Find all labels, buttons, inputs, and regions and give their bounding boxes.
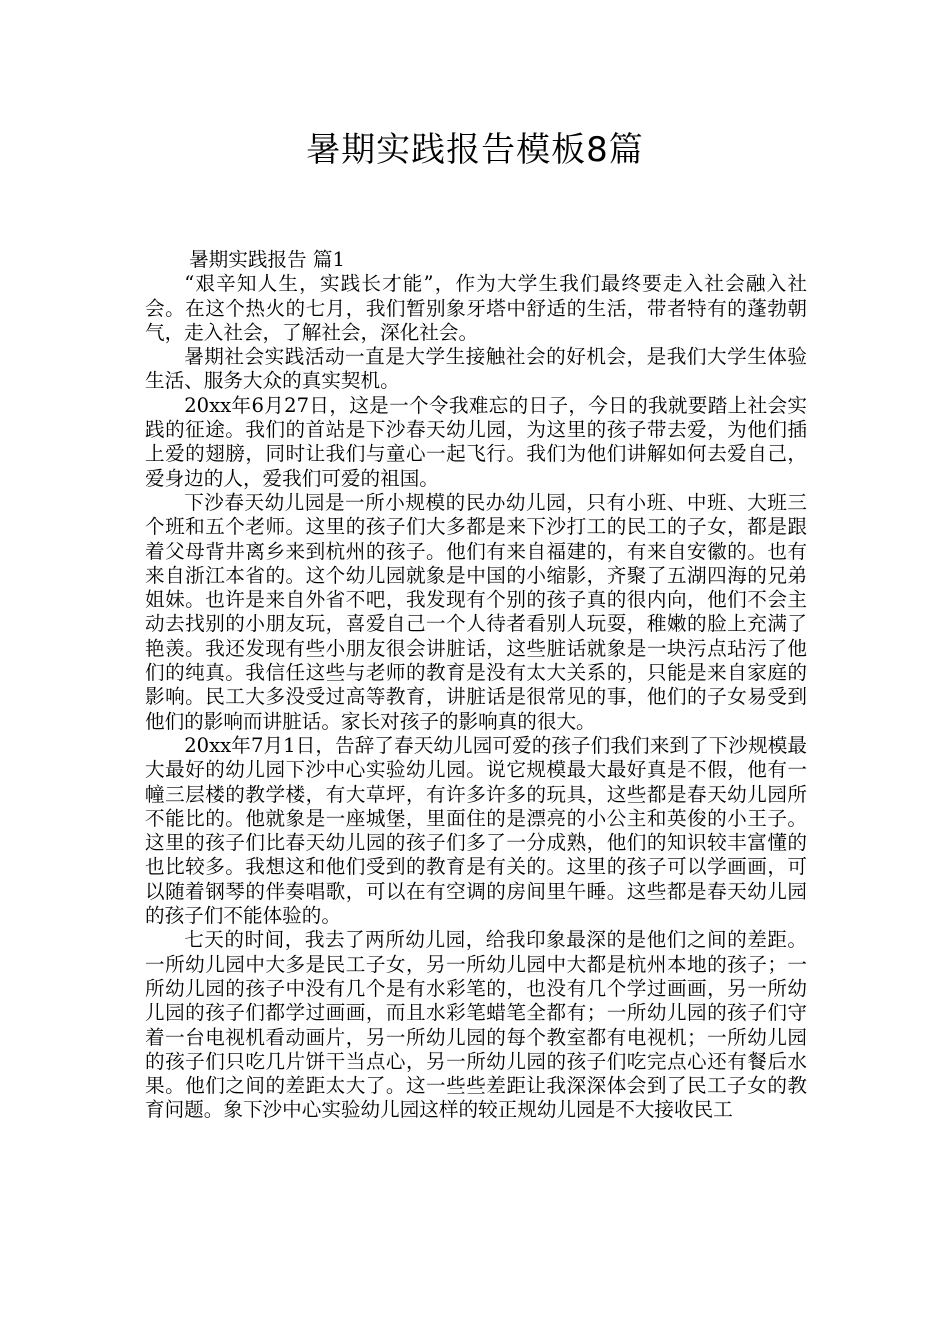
paragraph: 20xx年7月1日，告辞了春天幼儿园可爱的孩子们我们来到了下沙规模最大最好的幼儿园下沙中心实验幼儿园。说它规模最大最好真是不假，他有一幢三层楼的教学楼，有大草坪，有许多许多的玩具，这些都是春天幼儿园所不能比的。他就象是一座城堡，里面住的是漂亮的小公主和英俊的小王子。这里的孩子们比春天幼儿园的孩子们多了一分成熟，他们的知识较丰富懂的也比较多。我想这和他们受到的教育是有关的。这里的孩子可以学画画，可以随着钢琴的伴奏唱歌，可以在有空调的房间里午睡。这些都是春天幼儿园的孩子们不能体验的。 [145, 733, 807, 928]
paragraph: “艰辛知人生，实践长才能”，作为大学生我们最终要走入社会融入社会。在这个热火的七月，我们暂别象牙塔中舒适的生活，带者特有的蓬勃朝气，走入社会，了解社会，深化社会。 [145, 272, 807, 344]
section-heading: 暑期实践报告 篇1 [189, 248, 345, 271]
document-body [145, 248, 807, 1123]
paragraph: 暑期社会实践活动一直是大学生接触社会的好机会，是我们大学生体验生活、服务大众的真实契机。 [145, 345, 807, 393]
document-title: 暑期实践报告模板8篇 [306, 130, 644, 170]
paragraph: 下沙春天幼儿园是一所小规模的民办幼儿园，只有小班、中班、大班三个班和五个老师。这里的孩子们大多都是来下沙打工的民工的子女，都是跟着父母背井离乡来到杭州的孩子。他们有来自福建的，有来自安徽的。也有来自浙江本省的。这个幼儿园就象是中国的小缩影，齐聚了五湖四海的兄弟姐妹。也许是来自外省不吧，我发现有个别的孩子真的很内向，他们不会主动去找别的小朋友玩，喜爱自己一个人待者看别人玩耍，稚嫩的脸上充满了艳羡。我还发现有些小朋友很会讲脏话，这些脏话就象是一块污点玷污了他们的纯真。我信任这些与老师的教育是没有太大关系的，只能是来自家庭的影响。民工大多没受过高等教育，讲脏话是很常见的事，他们的子女易受到他们的影响而讲脏话。家长对孩子的影响真的很大。 [145, 490, 807, 733]
paragraph: 20xx年6月27日，这是一个令我难忘的日子，今日的我就要踏上社会实践的征途。我们的首站是下沙春天幼儿园，为这里的孩子带去爱，为他们插上爱的翅膀，同时让我们与童心一起飞行。我们为他们讲解如何去爱自己，爱身边的人，爱我们可爱的祖国。 [145, 393, 807, 490]
paragraph: 七天的时间，我去了两所幼儿园，给我印象最深的是他们之间的差距。一所幼儿园中大多是民工子女，另一所幼儿园中大都是杭州本地的孩子；一所幼儿园的孩子中没有几个是有水彩笔的，也没有几个学过画画，另一所幼儿园的孩子们都学过画画，而且水彩笔蜡笔全都有；一所幼儿园的孩子们守着一台电视机看动画片，另一所幼儿园的每个教室都有电视机；一所幼儿园的孩子们只吃几片饼干当点心，另一所幼儿园的孩子们吃完点心还有餐后水果。他们之间的差距太大了。这一些些差距让我深深体会到了民工子女的教育问题。象下沙中心实验幼儿园这样的较正规幼儿园是不大接收民工 [145, 928, 807, 1122]
